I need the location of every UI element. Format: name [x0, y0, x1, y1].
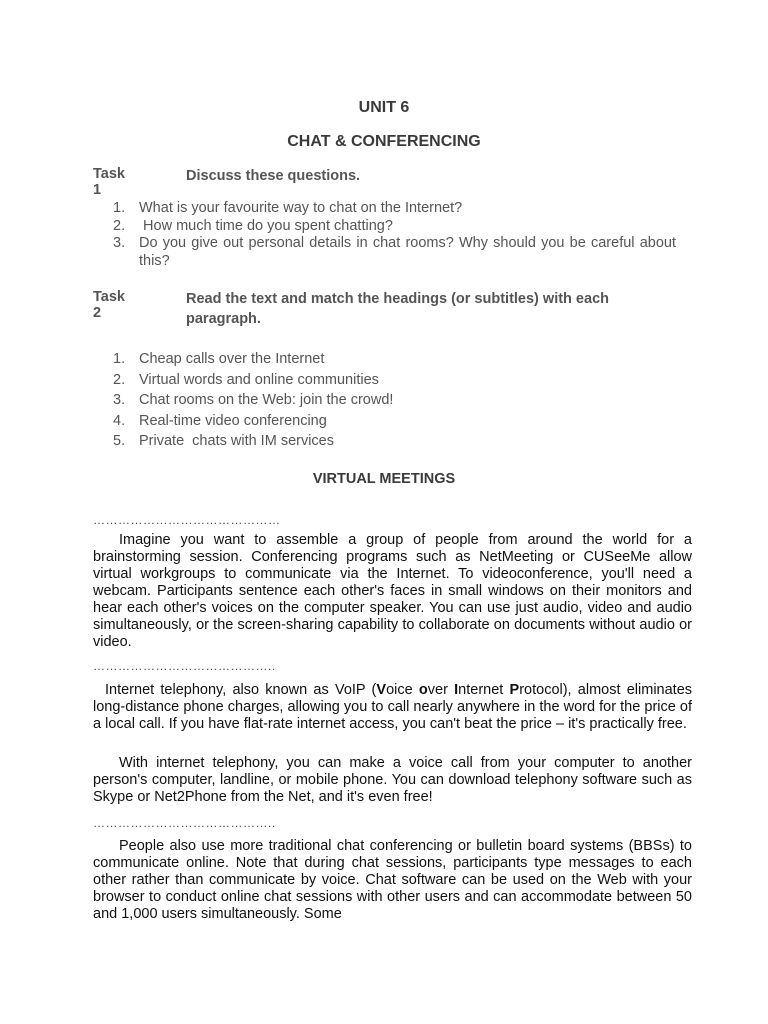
- paragraph-2: Internet telephony, also known as VoIP (Voice over Internet Protocol), almost eliminates long-distance phone charges, allowing you to call nearly anywhere in the word for the price of a local call. If you have flat-rate internet access, you can't beat the price – it's practically free.: [93, 682, 693, 732]
- paragraph-4: People also use more traditional chat conferencing or bulletin board systems (BBSs) to communicate online. Note that during chat sessions, participants type messages to each other rather than communicate by voice. Chat software can be used on the Web with your browser to conduct online chat sessions with other users and can accommodate between 50 and 1,000 users simultaneously. Some: [93, 838, 692, 922]
- list-item: 2. How much time do you spent chatting?: [113, 217, 393, 234]
- discussion-questions-list: [113, 200, 676, 270]
- blank-heading-line-3: ……………………………………..: [93, 816, 276, 830]
- paragraph-1: Imagine you want to assemble a group of people from around the world for a brainstorming session. Conferencing programs such as NetMeeting or CUSeeMe allow virtual workgroups to communicate via the Internet. To videoconference, you'll need a webcam. Participants sentence each other's faces in small windows on their monitors and hear each other's voices on the computer speaker. You can use just audio, video and audio simultaneously, or the screen-sharing capability to collaborate on documents without audio or video.: [93, 532, 692, 650]
- task-1-instruction: Discuss these questions.: [186, 168, 361, 184]
- list-item: 1. What is your favourite way to chat on the Internet?: [113, 200, 463, 216]
- paragraph-3: With internet telephony, you can make a voice call from your computer to another person's computer, landline, or mobile phone. You can download telephony software such as Skype or Net2Phone from the Net, and it's even free!: [93, 755, 692, 805]
- task-2-instruction: Read the text and match the headings (or subtitles) with each paragraph.: [186, 291, 609, 327]
- list-item: 1. Cheap calls over the Internet: [113, 351, 325, 367]
- task-1-label: Task 1: [93, 166, 125, 198]
- blank-heading-line-2: ……………………………………..: [93, 659, 276, 673]
- unit-title: UNIT 6: [358, 99, 410, 116]
- section-title: VIRTUAL MEETINGS: [312, 471, 456, 487]
- list-item: 2. Virtual words and online communities: [113, 371, 379, 388]
- list-item: 3. Do you give out personal details in chat rooms? Why should you be careful about this?: [113, 235, 676, 269]
- list-item: 3. Chat rooms on the Web: join the crowd!: [113, 392, 394, 408]
- list-item: 4. Real-time video conferencing: [113, 412, 327, 429]
- blank-heading-line-1: ………………………………………: [93, 513, 281, 527]
- chapter-title: CHAT & CONFERENCING: [287, 133, 481, 150]
- headings-list: [113, 349, 676, 452]
- task-2-label: Task 2: [93, 289, 125, 321]
- list-item: 5. Private chats with IM services: [113, 433, 334, 449]
